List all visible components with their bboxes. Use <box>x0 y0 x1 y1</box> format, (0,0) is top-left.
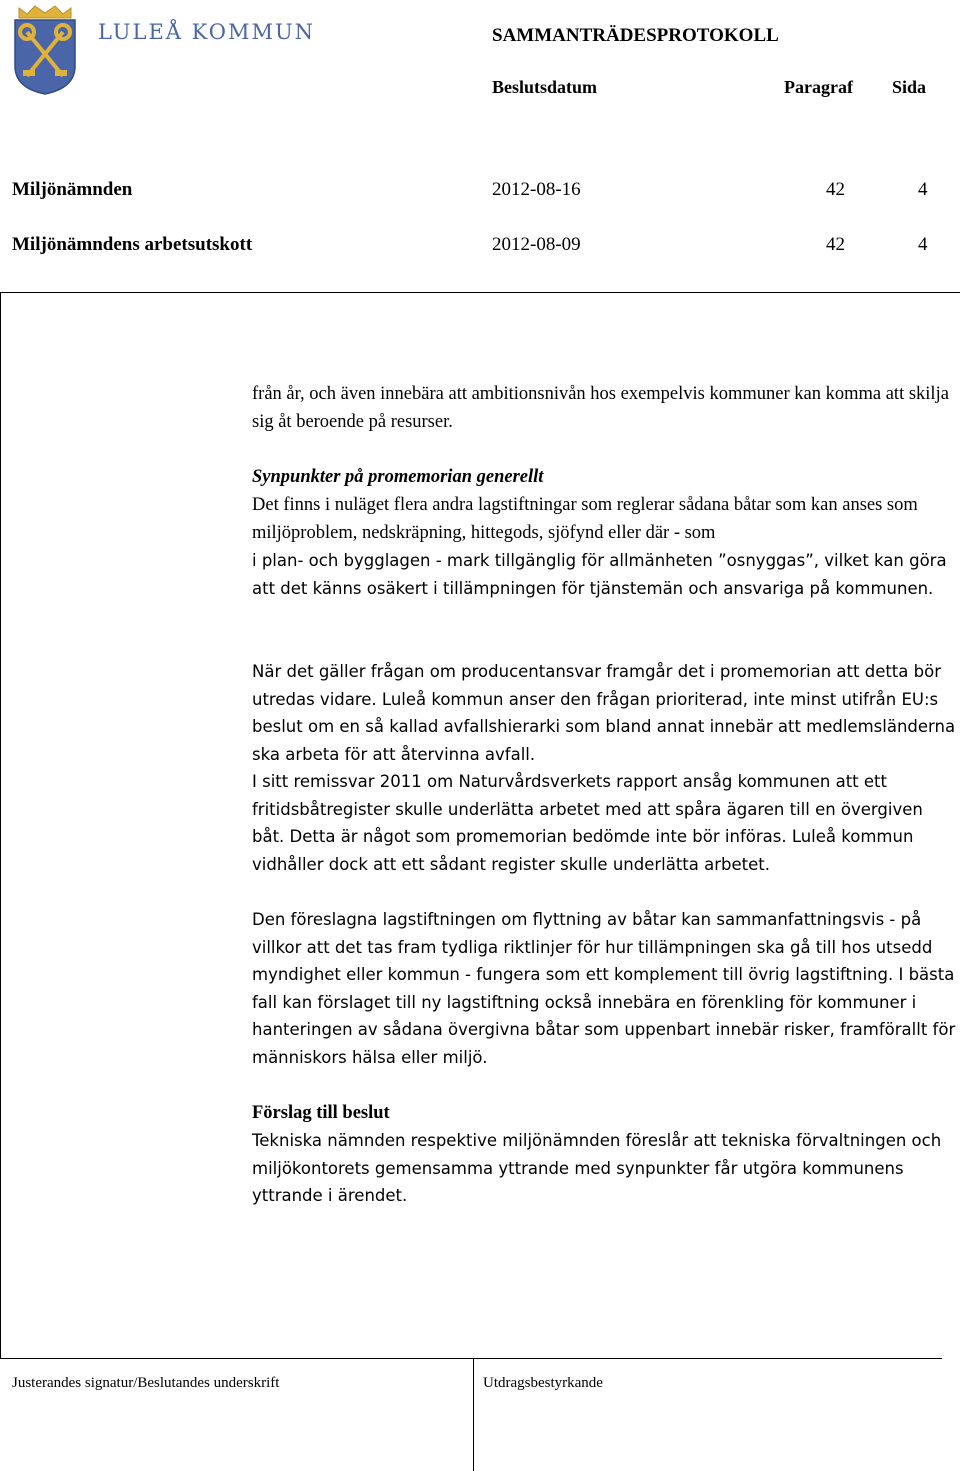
paragraph-body: I sitt remissvar 2011 om Naturvårdsverkets rapport ansåg kommunen att ett fritidsbåtregister skulle underlätta arbetet med att spåra ägaren till en övergiven båt. Detta är något som promemorian bedömde inte bör införas. Luleå kommun vidhåller dock att ett sådant register skulle underlätta arbetet. <box>252 772 923 874</box>
paragraph-body: Tekniska nämnden respektive miljönämnden föreslår att tekniska förvaltningen och miljökontorets gemensamma yttrande med synpunkter får utgöra kommunens yttrande i ärendet. <box>252 1131 942 1205</box>
meeting-body: Miljönämndens arbetsutskott <box>12 234 253 255</box>
frame-bottom-line <box>0 1358 474 1359</box>
section-heading: Förslag till beslut <box>252 1103 390 1123</box>
section-heading: Synpunkter på promemorian generellt <box>252 467 544 487</box>
paragraph-body: i plan- och bygglagen - mark tillgänglig för allmänheten ”osnyggas”, vilket kan göra att det känns osäkert i tillämpningen för tjänstemän och ansvariga på kommunen. <box>252 551 947 598</box>
paragraph-intro: från år, och även innebära att ambitionsnivån hos exempelvis kommuner kan komma att skilja sig åt beroende på resurser. <box>252 384 949 432</box>
meeting-page: 4 <box>918 234 928 255</box>
meeting-date: 2012-08-09 <box>492 234 581 255</box>
column-header-paragraph: Paragraf <box>784 77 853 97</box>
meeting-paragraph: 42 <box>826 179 845 200</box>
meeting-paragraph: 42 <box>826 234 845 255</box>
meeting-body: Miljönämnden <box>12 179 133 200</box>
frame-top-line <box>0 292 960 293</box>
document-type: SAMMANTRÄDESPROTOKOLL <box>492 25 779 46</box>
column-header-page: Sida <box>892 77 927 97</box>
organization-name: LULEÅ KOMMUN <box>98 20 316 44</box>
column-header-date: Beslutsdatum <box>492 77 598 97</box>
frame-left-line <box>0 292 1 1358</box>
footer-divider <box>473 1358 474 1471</box>
paragraph-body: När det gäller frågan om producentansvar framgår det i promemorian att detta bör utredas vidare. Luleå kommun anser den frågan prioriterad, inte minst utifrån EU:s beslut om en så kallad avfallshierarki som bland annat innebär att medlemsländerna ska arbeta för att återvinna avfall. <box>252 662 956 764</box>
coat-of-arms-icon <box>11 4 79 96</box>
signature-label: Justerandes signatur/Beslutandes underskrift <box>12 1375 280 1391</box>
meeting-page: 4 <box>918 179 928 200</box>
frame-bottom-line <box>474 1358 942 1359</box>
paragraph-body: Det finns i nuläget flera andra lagstiftningar som reglerar sådana båtar som kan anses som miljöproblem, nedskräpning, hittegods, sjöfynd eller där - som <box>252 495 918 543</box>
extract-label: Utdragsbestyrkande <box>483 1375 603 1391</box>
paragraph-body: Den föreslagna lagstiftningen om flyttning av båtar kan sammanfattningsvis - på villkor att det tas fram tydliga riktlinjer för hur tillämpningen ska gå till hos utsedd myndighet eller kommun - fungera som ett komplement till övrig lagstiftning. I bästa fall kan förslaget till ny lagstiftning också innebära en förenkling för kommuner i hanteringen av sådana övergivna båtar som uppenbart innebär risker, framförallt för människors hälsa eller miljö. <box>252 910 956 1067</box>
meeting-date: 2012-08-16 <box>492 179 581 200</box>
